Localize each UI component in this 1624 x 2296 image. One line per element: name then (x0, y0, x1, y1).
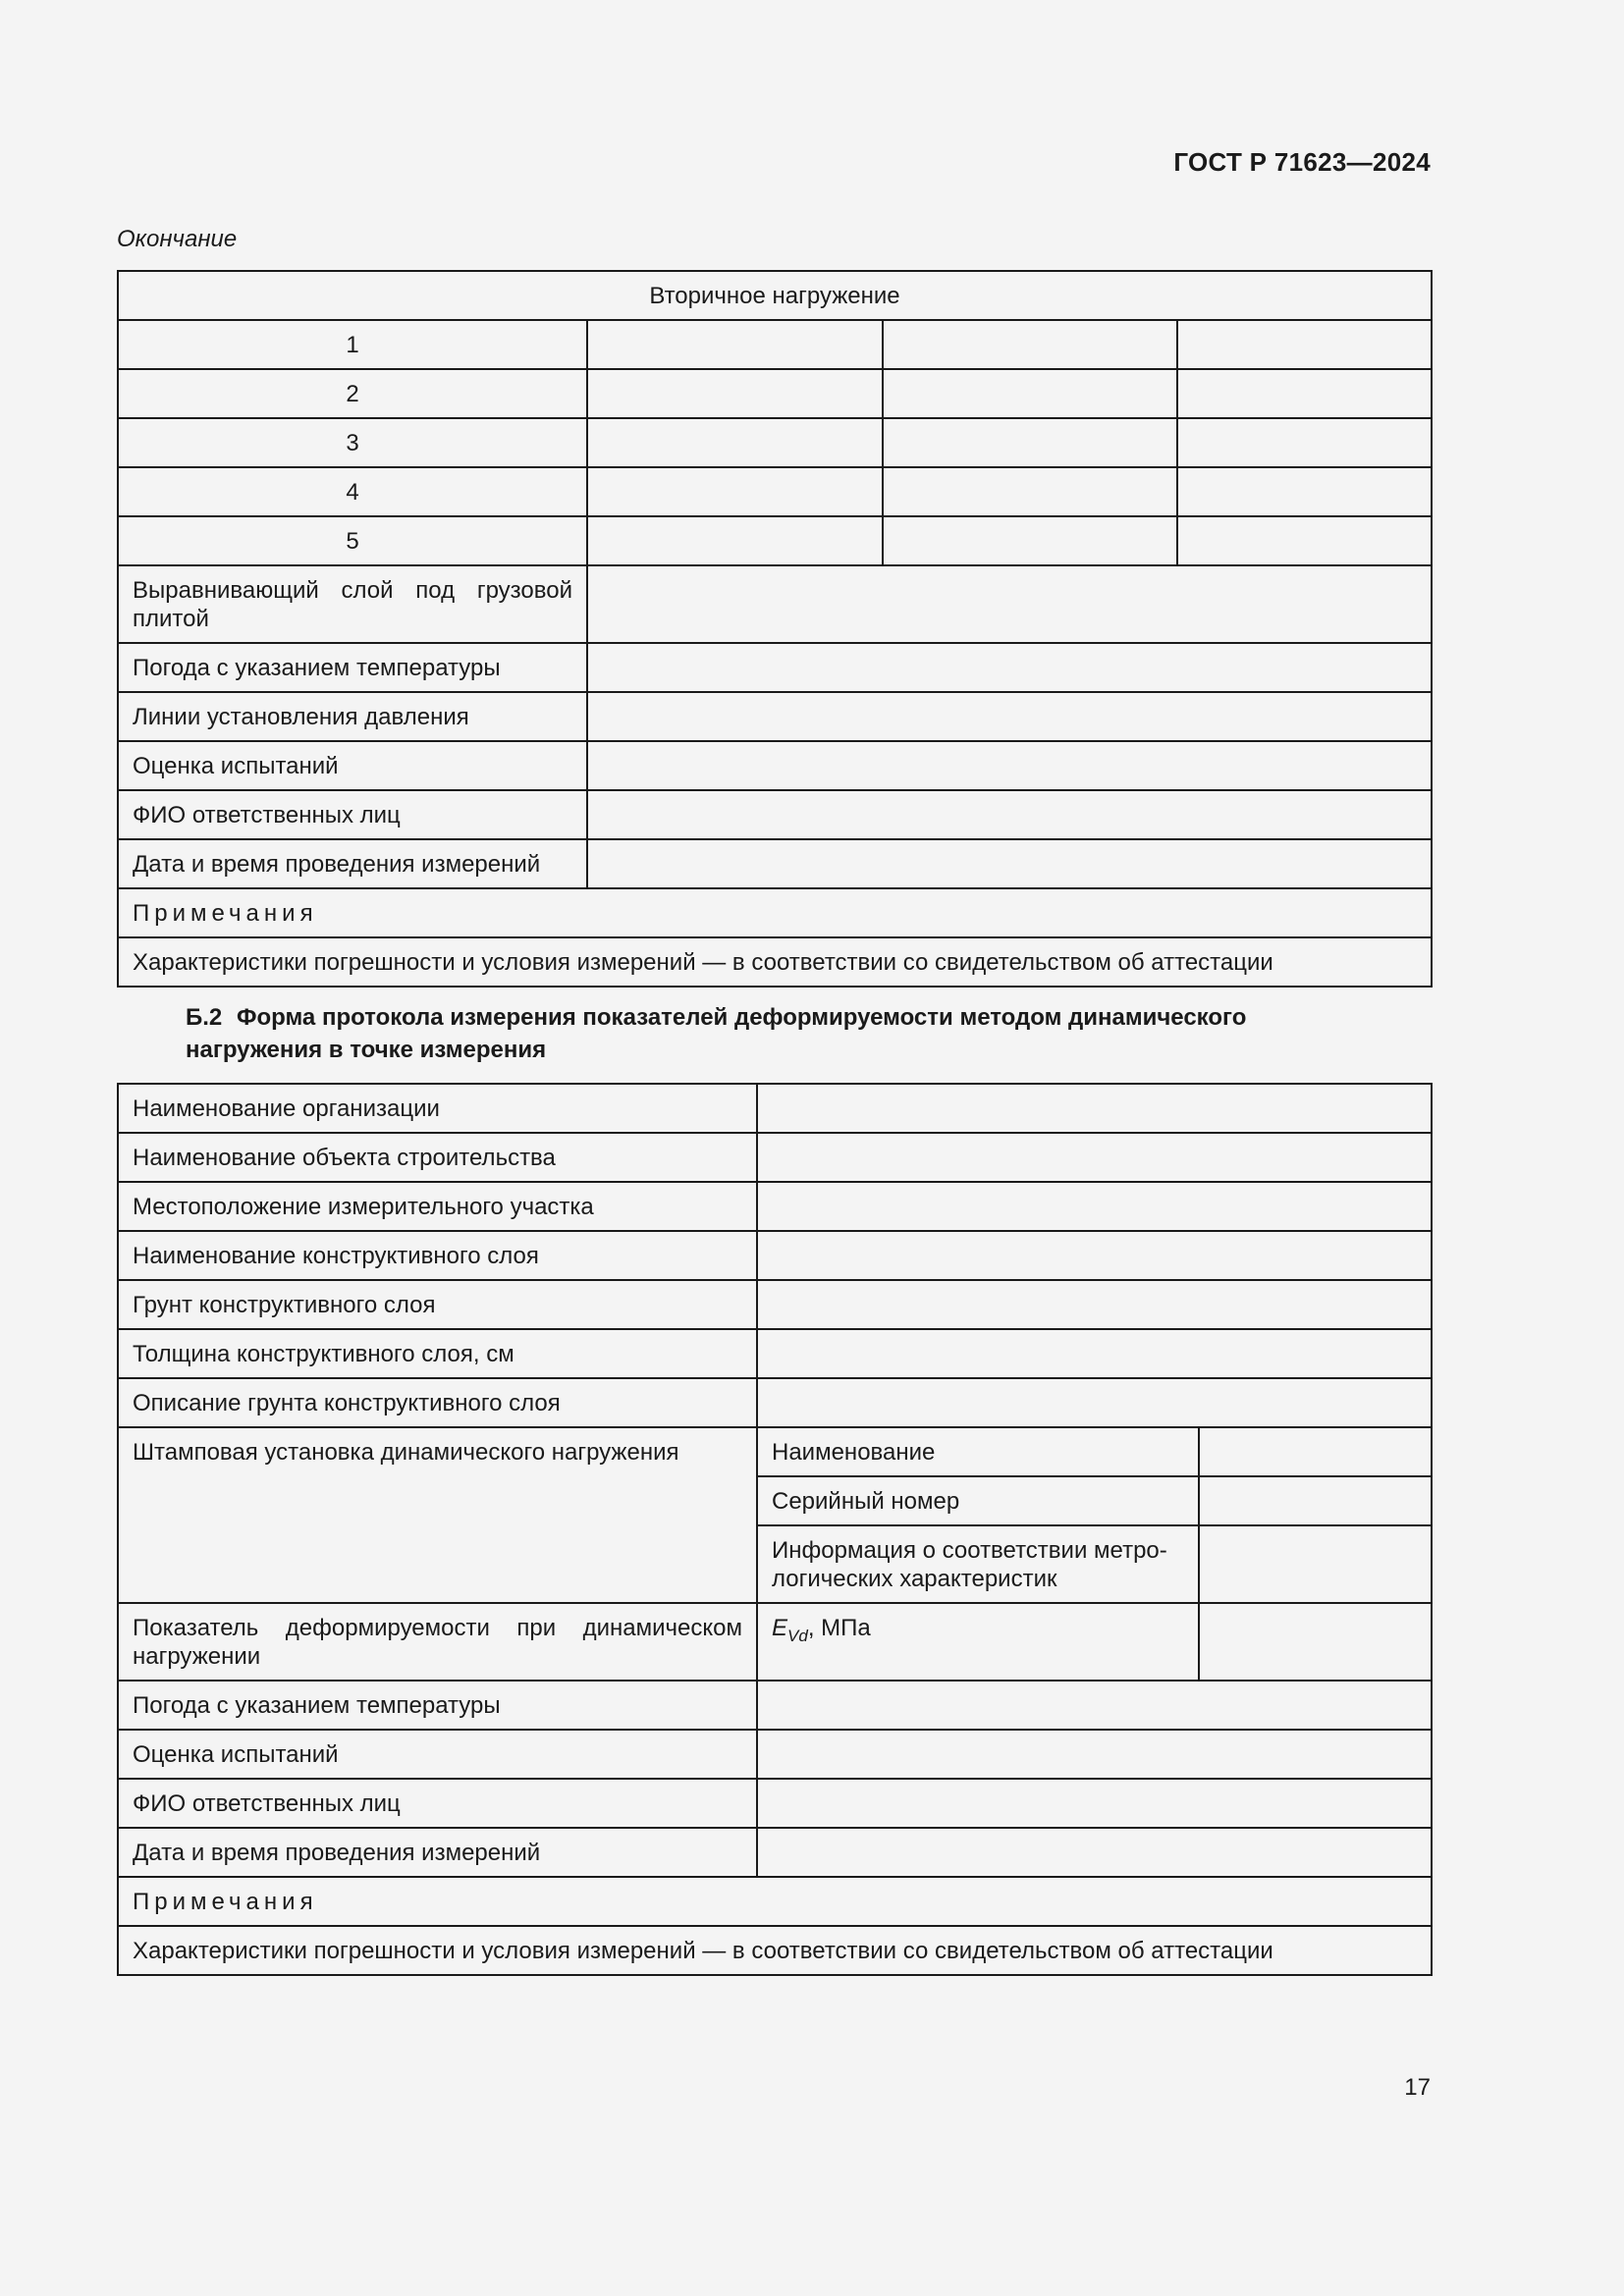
table-row (118, 1378, 1432, 1427)
empty-cell[interactable] (883, 418, 1177, 467)
table-row (118, 1926, 1432, 1975)
value-cell[interactable] (1199, 1476, 1432, 1525)
row-label: Линии установления давления (118, 692, 587, 741)
continuation-label: Окончание (117, 226, 238, 252)
row-label: Погода с указанием температуры (118, 643, 587, 692)
value-cell[interactable] (757, 1084, 1432, 1133)
empty-cell[interactable] (883, 320, 1177, 369)
table-row (118, 1877, 1432, 1926)
row-label: Оценка испытаний (118, 741, 587, 790)
row-label: Штамповая установка динамического нагружения (118, 1427, 757, 1603)
row-label: Дата и время проведения измерений (118, 1828, 757, 1877)
symbol-subscript: Vd (787, 1626, 808, 1645)
table-row (118, 692, 1432, 741)
row-label: Оценка испытаний (118, 1730, 757, 1779)
row-label: Дата и время проведения измерений (118, 839, 587, 888)
row-label: Описание грунта конструктивного слоя (118, 1378, 757, 1427)
table-row (118, 937, 1432, 987)
value-cell[interactable] (1199, 1427, 1432, 1476)
row-number: 2 (118, 369, 587, 418)
table-row (118, 1133, 1432, 1182)
value-cell[interactable] (757, 1779, 1432, 1828)
value-cell[interactable] (757, 1828, 1432, 1877)
row-label: Показатель деформируемости при динамическом нагружении (118, 1603, 757, 1681)
table-row (118, 271, 1432, 320)
table-row (118, 467, 1432, 516)
section-number: Б.2 (186, 1004, 223, 1031)
unit-label: , МПа (807, 1615, 871, 1641)
value-cell[interactable] (757, 1681, 1432, 1730)
notes-label: Примечания (118, 1877, 1432, 1926)
value-cell[interactable] (587, 565, 1432, 643)
row-number: 1 (118, 320, 587, 369)
empty-cell[interactable] (587, 320, 883, 369)
symbol-e: E (772, 1615, 788, 1641)
empty-cell[interactable] (587, 467, 883, 516)
table-row (118, 888, 1432, 937)
note-text: Характеристики погрешности и условия измерений — в соответствии со свидетельством об аттестации (118, 937, 1432, 987)
sub-label-line1: Информация о соответствии метро- (772, 1537, 1167, 1564)
row-number: 5 (118, 516, 587, 565)
empty-cell[interactable] (1177, 467, 1432, 516)
value-cell[interactable] (757, 1231, 1432, 1280)
sub-label (757, 1525, 1199, 1603)
table-row (118, 1828, 1432, 1877)
row-label: Погода с указанием температуры (118, 1681, 757, 1730)
row-label: Наименование конструктивного слоя (118, 1231, 757, 1280)
table-row (118, 1730, 1432, 1779)
row-label: Наименование объекта строительства (118, 1133, 757, 1182)
table-row (118, 369, 1432, 418)
value-cell[interactable] (757, 1280, 1432, 1329)
table-row (118, 1231, 1432, 1280)
empty-cell[interactable] (587, 418, 883, 467)
empty-cell[interactable] (883, 369, 1177, 418)
sub-label (757, 1603, 1199, 1681)
sub-label: Серийный номер (757, 1476, 1199, 1525)
value-cell[interactable] (1199, 1525, 1432, 1603)
empty-cell[interactable] (883, 516, 1177, 565)
table-row (118, 741, 1432, 790)
empty-cell[interactable] (1177, 369, 1432, 418)
value-cell[interactable] (757, 1730, 1432, 1779)
value-cell[interactable] (587, 839, 1432, 888)
empty-cell[interactable] (1177, 418, 1432, 467)
value-cell[interactable] (757, 1133, 1432, 1182)
value-cell[interactable] (757, 1329, 1432, 1378)
row-label: ФИО ответственных лиц (118, 1779, 757, 1828)
value-cell[interactable] (587, 692, 1432, 741)
table-row (118, 565, 1432, 643)
table-row (118, 418, 1432, 467)
section-title-line2: нагружения в точке измерения (186, 1037, 547, 1063)
table-row (118, 1427, 1432, 1476)
table-row (118, 839, 1432, 888)
table-row (118, 1329, 1432, 1378)
note-text: Характеристики погрешности и условия измерений — в соответствии со свидетельством об аттестации (118, 1926, 1432, 1975)
table-row (118, 1280, 1432, 1329)
table-row (118, 1084, 1432, 1133)
value-cell[interactable] (757, 1378, 1432, 1427)
table-row (118, 516, 1432, 565)
value-cell[interactable] (587, 643, 1432, 692)
table-row (118, 1681, 1432, 1730)
row-number: 3 (118, 418, 587, 467)
table-dynamic-loading-protocol (117, 1083, 1433, 1976)
value-cell[interactable] (1199, 1603, 1432, 1681)
table-row (118, 1779, 1432, 1828)
row-label: Грунт конструктивного слоя (118, 1280, 757, 1329)
table-row (118, 1603, 1432, 1681)
table-row (118, 320, 1432, 369)
section-heading (186, 1001, 1364, 1066)
table-row (118, 790, 1432, 839)
row-label: ФИО ответственных лиц (118, 790, 587, 839)
sub-label: Наименование (757, 1427, 1199, 1476)
row-label: Выравнивающий слой под грузовой плитой (118, 565, 587, 643)
notes-label: Примечания (118, 888, 1432, 937)
value-cell[interactable] (757, 1182, 1432, 1231)
empty-cell[interactable] (587, 369, 883, 418)
table-section-title: Вторичное нагружение (118, 271, 1432, 320)
row-label: Местоположение измерительного участка (118, 1182, 757, 1231)
empty-cell[interactable] (1177, 320, 1432, 369)
empty-cell[interactable] (587, 516, 883, 565)
row-label: Наименование организации (118, 1084, 757, 1133)
table-secondary-loading (117, 270, 1433, 988)
value-cell[interactable] (587, 790, 1432, 839)
table-row (118, 643, 1432, 692)
empty-cell[interactable] (883, 467, 1177, 516)
table-row (118, 1182, 1432, 1231)
row-label: Толщина конструктивного слоя, см (118, 1329, 757, 1378)
value-cell[interactable] (587, 741, 1432, 790)
page-number: 17 (1404, 2074, 1431, 2101)
row-number: 4 (118, 467, 587, 516)
document-code: ГОСТ Р 71623—2024 (1173, 147, 1431, 177)
section-title-line1: Форма протокола измерения показателей деформируемости методом динамического (237, 1004, 1247, 1031)
empty-cell[interactable] (1177, 516, 1432, 565)
sub-label-line2: логических характеристик (772, 1566, 1057, 1592)
